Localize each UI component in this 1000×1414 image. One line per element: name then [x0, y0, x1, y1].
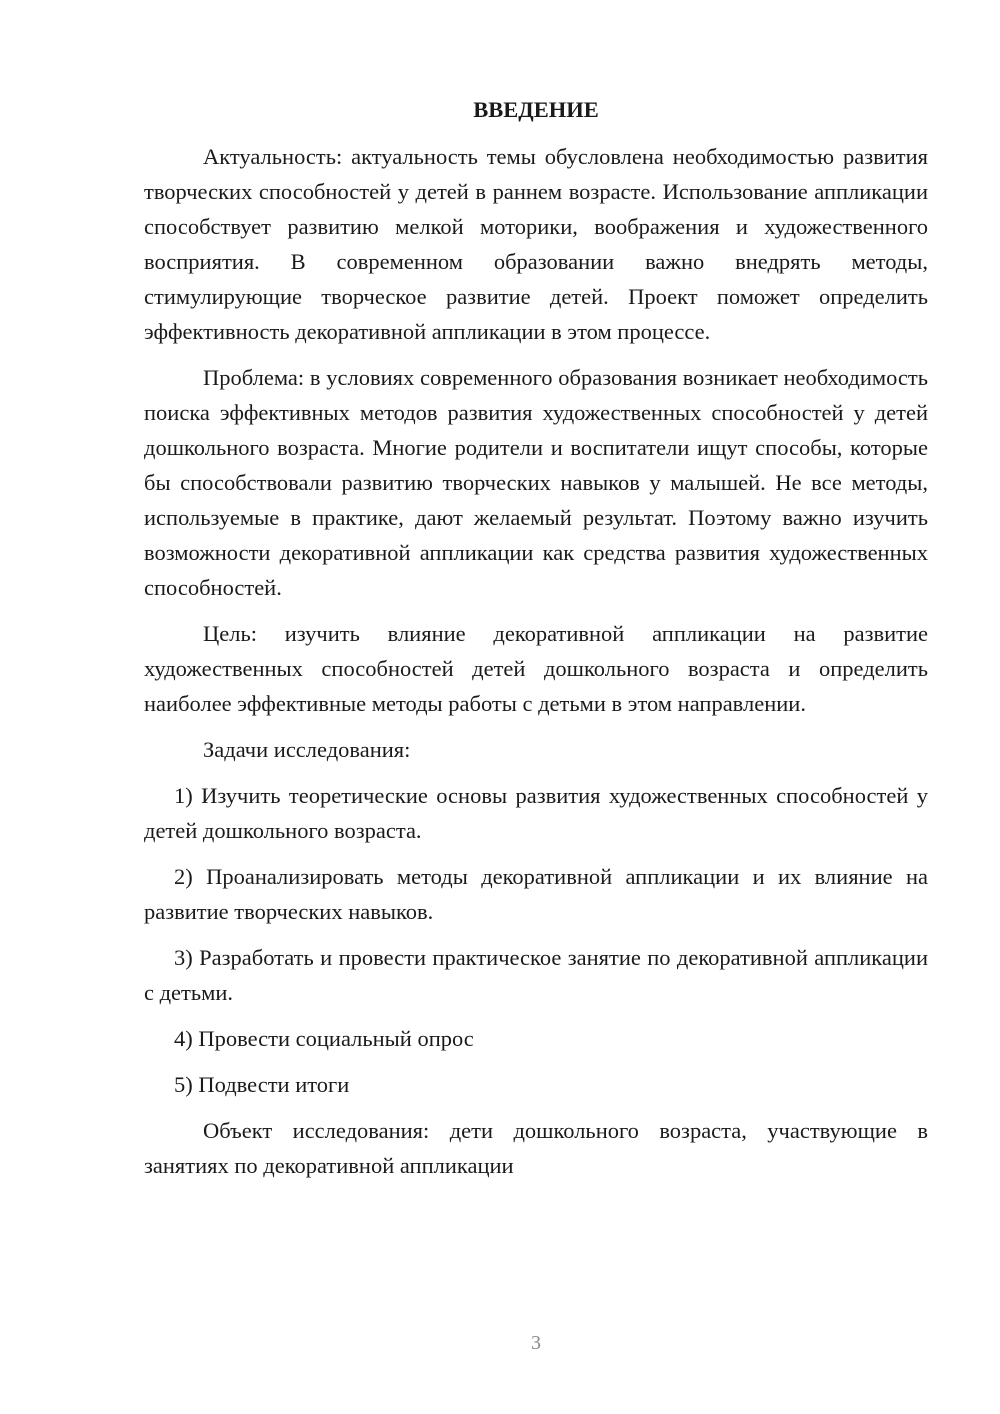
object-paragraph: Объект исследования: дети дошкольного возраста, участвующие в занятиях по декоративной аппликации: [144, 1118, 928, 1178]
section-heading: ВВЕДЕНИЕ: [473, 97, 599, 122]
task-item-2: 2) Проанализировать методы декоративной аппликации и их влияние на развитие творческих навыков.: [144, 864, 928, 924]
problem-paragraph: Проблема: в условиях современного образования возникает необходимость поиска эффективных методов развития художественных способностей у детей дошкольного возраста. Многие родители и воспитатели ищут способы, которые бы способствовали развитию творческих навыков у малышей. Не все методы, используемые в практике, дают желаемый результат. Поэтому важно изучить возможности декоративной аппликации как средства развития художественных способностей.: [144, 365, 928, 600]
task-item-1: 1) Изучить теоретические основы развития художественных способностей у детей дошкольного возраста.: [144, 783, 928, 843]
goal-paragraph: Цель: изучить влияние декоративной аппликации на развитие художественных способностей детей дошкольного возраста и определить наиболее эффективные методы работы с детьми в этом направлении.: [144, 621, 928, 716]
page-number: 3: [531, 1332, 541, 1354]
task-item-4: 4) Провести социальный опрос: [174, 1026, 474, 1051]
task-item-3: 3) Разработать и провести практическое занятие по декоративной аппликации с детьми.: [144, 945, 928, 1005]
document-body: [144, 92, 928, 1194]
task-item-5: 5) Подвести итоги: [174, 1072, 350, 1097]
relevance-paragraph: Актуальность: актуальность темы обусловлена необходимостью развития творческих способностей у детей в раннем возрасте. Использование аппликации способствует развитию мелкой моторики, воображения и художественного восприятия. В современном образовании важно внедрять методы, стимулирующие творческое развитие детей. Проект поможет определить эффективность декоративной аппликации в этом процессе.: [144, 144, 928, 344]
tasks-heading: Задачи исследования:: [203, 737, 411, 762]
